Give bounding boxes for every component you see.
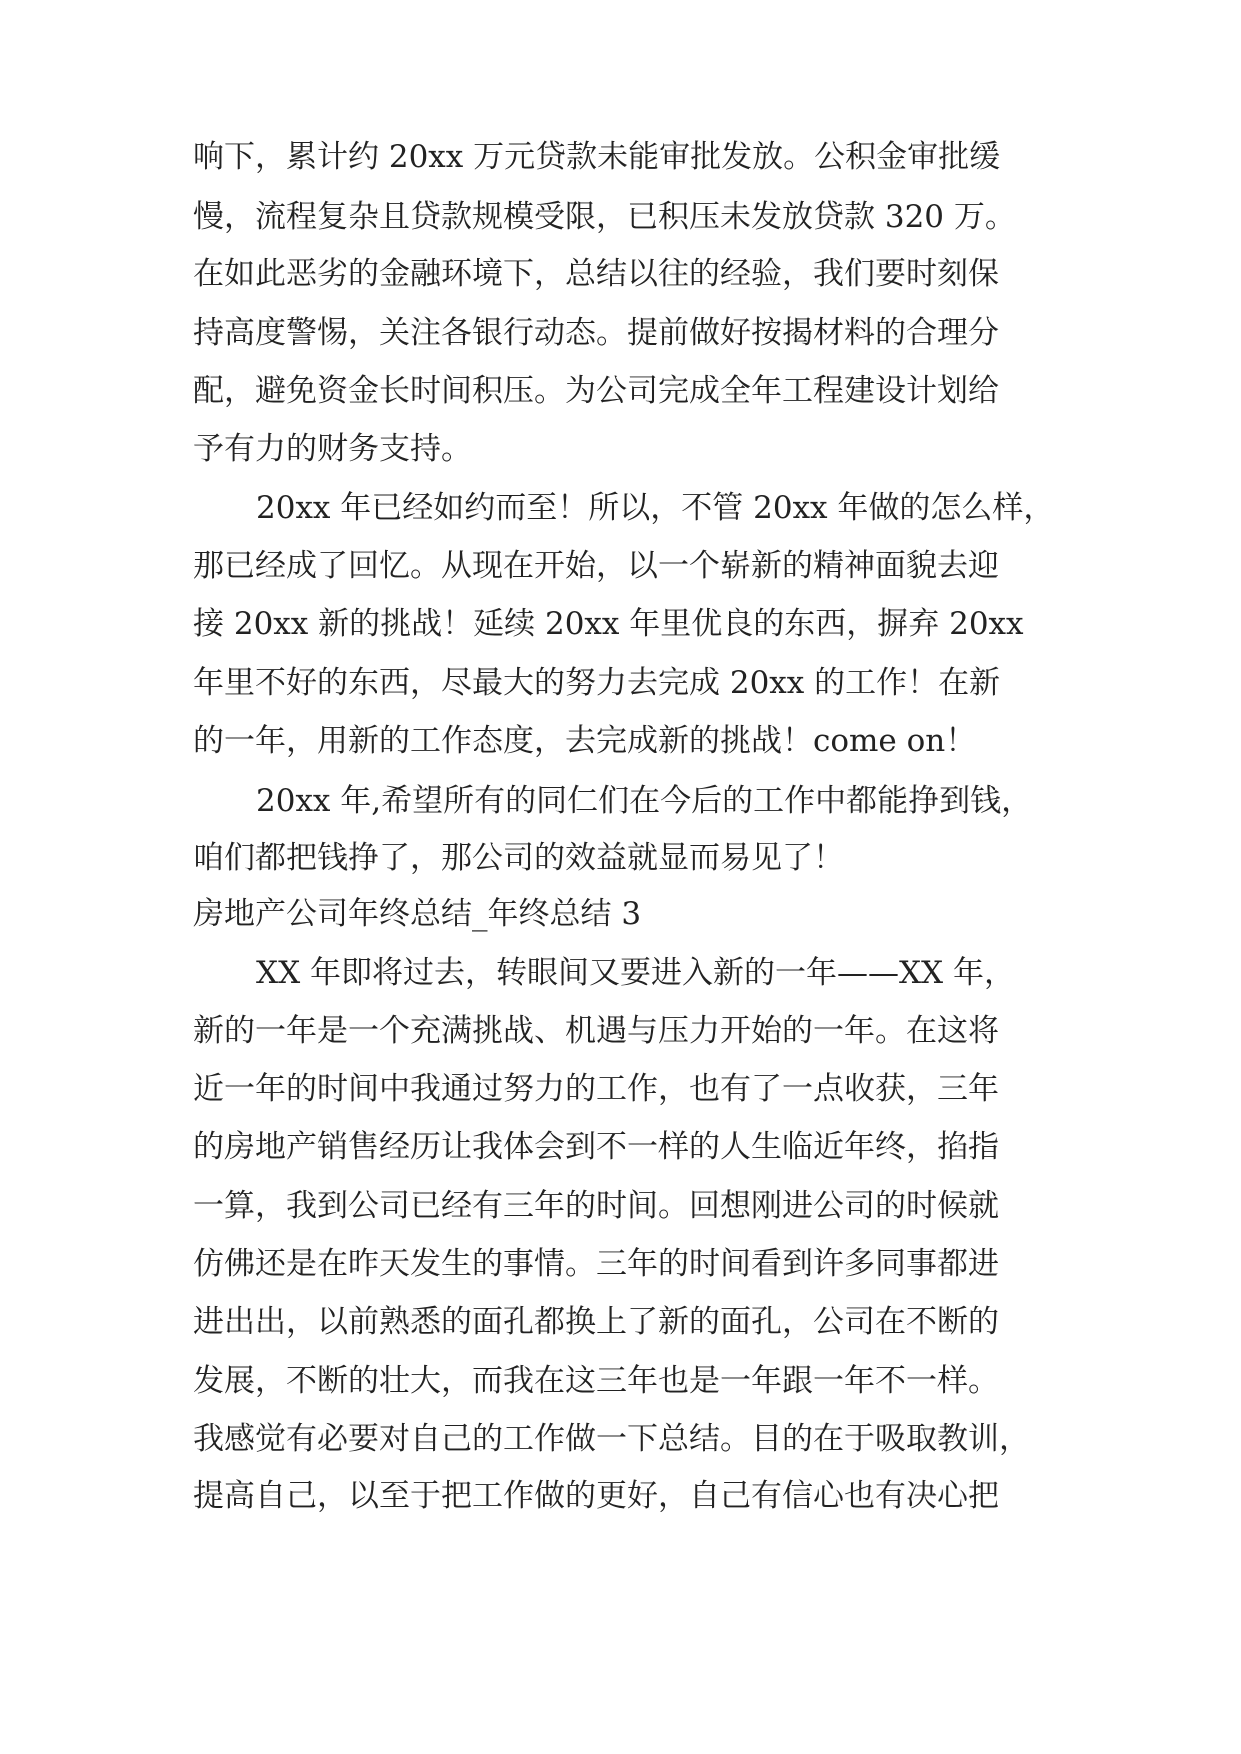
paragraph-first-line: 20xx 年,希望所有的同仁们在今后的工作中都能挣到钱， [256, 783, 1033, 819]
paragraph-first-line: 20xx 年已经如约而至！所以，不管 20xx 年做的怎么样， [256, 490, 1055, 526]
text-line: 的房地产销售经历让我体会到不一样的人生临近年终，掐指 [193, 1129, 999, 1165]
text-line: 持高度警惕，关注各银行动态。提前做好按揭材料的合理分 [193, 315, 999, 351]
text-line: 进出出，以前熟悉的面孔都换上了新的面孔，公司在不断的 [193, 1304, 999, 1340]
text-line: 我感觉有必要对自己的工作做一下总结。目的在于吸取教训， [193, 1421, 1030, 1457]
text-line: 发展，不断的壮大，而我在这三年也是一年跟一年不一样。 [193, 1363, 999, 1399]
text-line: 一算，我到公司已经有三年的时间。回想刚进公司的时候就 [193, 1188, 999, 1224]
text-line: 提高自己，以至于把工作做的更好，自己有信心也有决心把 [193, 1478, 999, 1514]
text-line: 年里不好的东西，尽最大的努力去完成 20xx 的工作！在新 [193, 665, 1001, 701]
text-line: 接 20xx 新的挑战！延续 20xx 年里优良的东西，摒弃 20xx [193, 606, 1024, 642]
text-line: 咱们都把钱挣了，那公司的效益就显而易见了！ [193, 840, 844, 876]
text-line: 仿佛还是在昨天发生的事情。三年的时间看到许多同事都进 [193, 1246, 999, 1282]
text-line: 近一年的时间中我通过努力的工作，也有了一点收获，三年 [193, 1071, 999, 1107]
text-line: 在如此恶劣的金融环境下，总结以往的经验，我们要时刻保 [193, 256, 999, 292]
text-line: 那已经成了回忆。从现在开始，以一个崭新的精神面貌去迎 [193, 548, 999, 584]
text-line: 新的一年是一个充满挑战、机遇与压力开始的一年。在这将 [193, 1013, 999, 1049]
section-heading: 房地产公司年终总结_年终总结 3 [193, 896, 642, 932]
text-line: 慢，流程复杂且贷款规模受限，已积压未发放贷款 320 万。 [193, 199, 1016, 235]
text-line: 配，避免资金长时间积压。为公司完成全年工程建设计划给 [193, 373, 999, 409]
text-line: 响下，累计约 20xx 万元贷款未能审批发放。公积金审批缓 [193, 139, 1001, 175]
text-line: 予有力的财务支持。 [193, 431, 472, 467]
text-line: 的一年，用新的工作态度，去完成新的挑战！come on！ [193, 723, 977, 759]
paragraph-first-line: XX 年即将过去，转眼间又要进入新的一年——XX 年， [256, 955, 1015, 991]
